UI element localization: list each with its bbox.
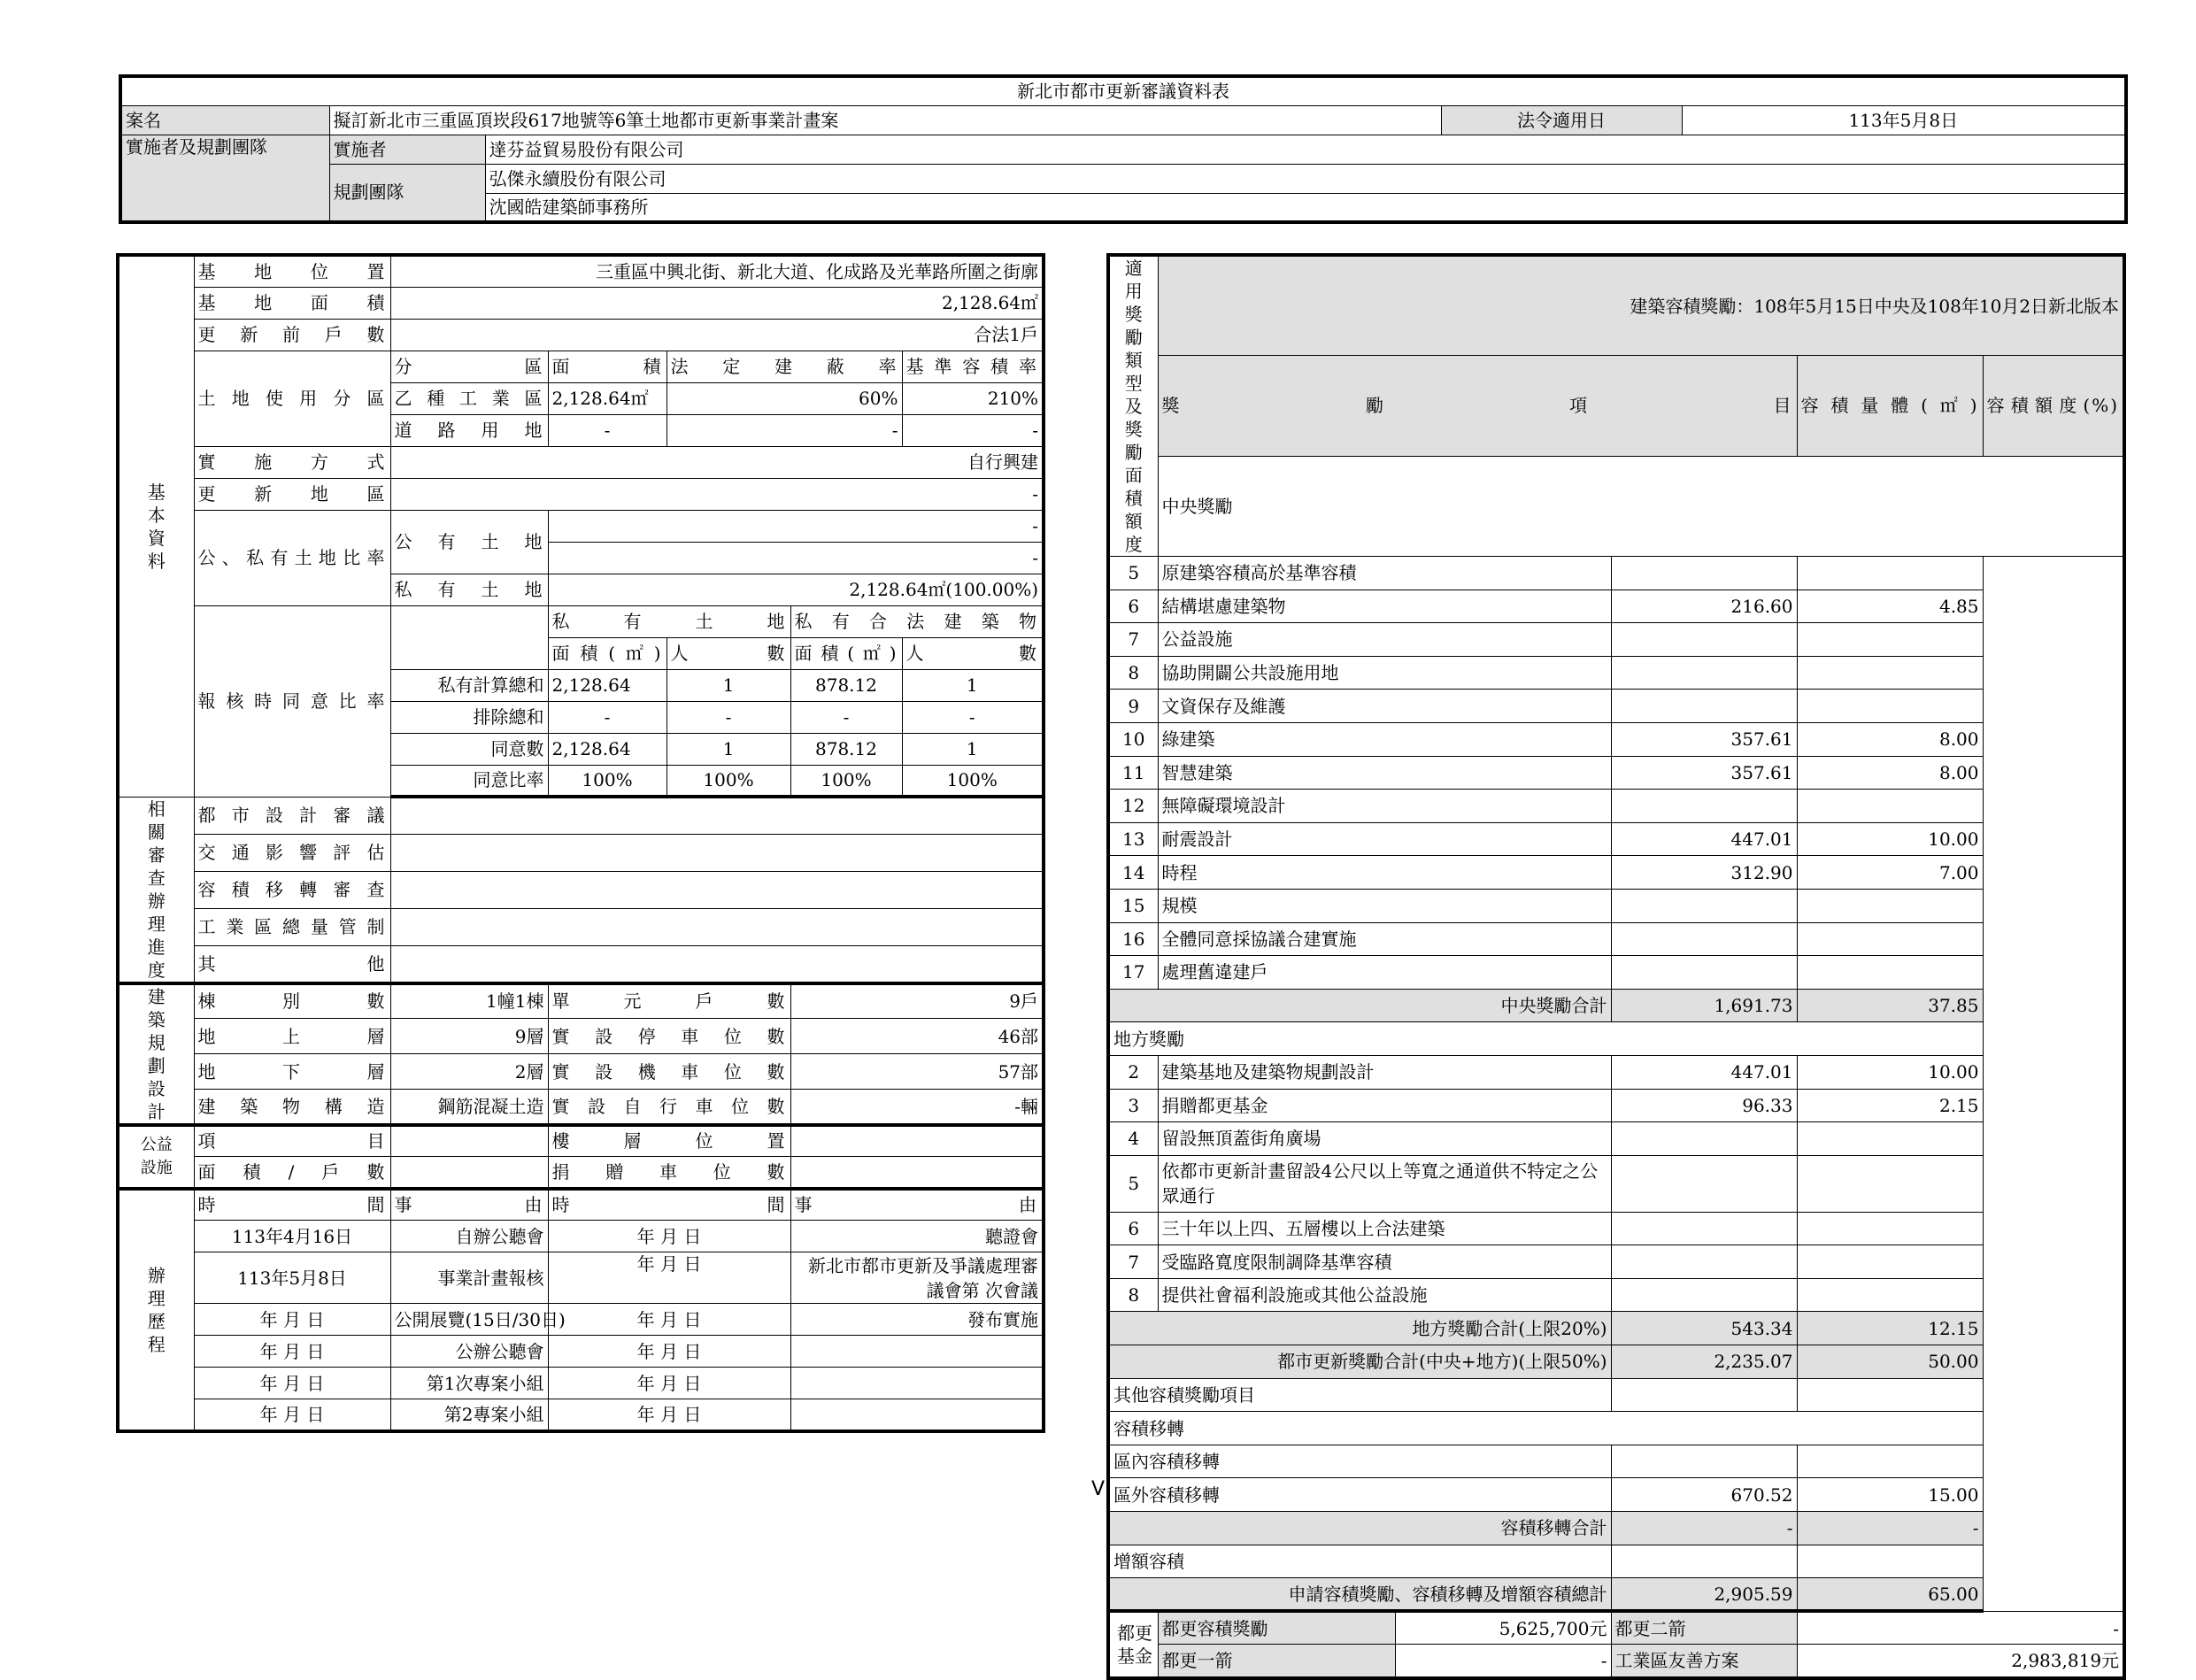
fund-arrow2-label: 都更二箭 xyxy=(1611,1611,1797,1645)
history-event: 第1次專案小組 xyxy=(390,1368,548,1399)
local-total-label: 地方獎勵合計(上限20%) xyxy=(1108,1312,1611,1345)
consent-row-label: 同意數 xyxy=(390,733,548,765)
consent-bldg-people: 1 xyxy=(902,733,1044,765)
history-time-header-2: 時間 xyxy=(548,1189,790,1221)
transfer-total-volume: - xyxy=(1611,1512,1797,1545)
bonus-row-name: 全體同意採協議合建實施 xyxy=(1158,922,1611,956)
bonus-row-pct xyxy=(1797,1122,1983,1156)
history-time: 113年4月16日 xyxy=(194,1221,390,1252)
design-value: 鋼筋混凝土造 xyxy=(390,1090,548,1125)
public-facility-section-label: 公益設施 xyxy=(118,1125,194,1189)
bonus-row-name: 規模 xyxy=(1158,889,1611,922)
bonus-row-pct: 8.00 xyxy=(1797,722,1983,756)
design-label-2: 實設機車位數 xyxy=(548,1054,790,1090)
households: 合法1戶 xyxy=(390,319,1044,351)
design-value-2: -輛 xyxy=(790,1090,1044,1125)
history-event-2 xyxy=(790,1336,1044,1368)
bonus-row-name: 留設無頂蓋街角廣場 xyxy=(1158,1122,1611,1156)
bonus-row xyxy=(1108,822,2124,856)
bonus-row-pct: 7.00 xyxy=(1797,856,1983,890)
consent-land-people: - xyxy=(667,701,790,733)
history-time-2: 年 月 日 xyxy=(548,1252,790,1304)
bonus-row xyxy=(1108,1122,2124,1156)
bonus-row-number: 16 xyxy=(1108,922,1158,956)
bonus-row xyxy=(1108,856,2124,890)
bonus-row xyxy=(1108,623,2124,657)
history-time-2: 年 月 日 xyxy=(548,1399,790,1431)
increase-pct xyxy=(1797,1545,1983,1578)
history-event-header-2: 事由 xyxy=(790,1189,1044,1221)
lu-zone-road: 道路用地 xyxy=(390,414,548,446)
consent-bldg-people: 100% xyxy=(902,765,1044,797)
bonus-row-number: 9 xyxy=(1108,690,1158,723)
grand-total-label: 申請容積獎勵、容積移轉及增額容積總計 xyxy=(1108,1578,1611,1612)
history-time-2: 年 月 日 xyxy=(548,1368,790,1399)
consent-land-area: 2,128.64 xyxy=(548,733,667,765)
bonus-row-number: 12 xyxy=(1108,790,1158,823)
transfer-total-label: 容積移轉合計 xyxy=(1108,1512,1611,1545)
land-use-label: 土地使用分區 xyxy=(194,351,390,446)
bonus-row-volume xyxy=(1611,557,1797,590)
bonus-row xyxy=(1108,590,2124,623)
bonus-row-number: 4 xyxy=(1108,1122,1158,1156)
public-land-label: 公有土地 xyxy=(390,510,548,574)
review-section-label: 相關審查辦理進度 xyxy=(118,797,194,983)
bonus-row-number: 10 xyxy=(1108,722,1158,756)
bonus-row-number: 3 xyxy=(1108,1089,1158,1122)
bonus-row-pct xyxy=(1797,1278,1983,1312)
bonus-row-number: 5 xyxy=(1108,557,1158,590)
bonus-row-pct xyxy=(1797,623,1983,657)
bonus-row-name: 處理舊違建戶 xyxy=(1158,956,1611,990)
history-event: 自辦公聽會 xyxy=(390,1221,548,1252)
pf-item-label: 項目 xyxy=(194,1125,390,1157)
law-date-label: 法令適用日 xyxy=(1441,105,1682,135)
case-name: 擬訂新北市三重區頂崁段617地號等6筆土地都市更新事業計畫案 xyxy=(329,105,1441,135)
bonus-row-volume xyxy=(1611,790,1797,823)
bonus-row-name: 三十年以上四、五層樓以上合法建築 xyxy=(1158,1212,1611,1245)
transfer-out-label: 區外容積移轉 xyxy=(1108,1478,1611,1512)
bonus-row-name: 建築基地及建築物規劃設計 xyxy=(1158,1055,1611,1089)
method-label: 實施方式 xyxy=(194,446,390,478)
design-label-2: 單元戶數 xyxy=(548,983,790,1019)
design-value-2: 57部 xyxy=(790,1054,1044,1090)
team-label: 實施者及規劃團隊 xyxy=(120,135,329,222)
bonus-row-volume xyxy=(1611,1122,1797,1156)
transfer-out-volume: 670.52 xyxy=(1611,1478,1797,1512)
history-time: 年 月 日 xyxy=(194,1399,390,1431)
pf-item-value xyxy=(390,1125,548,1157)
site-area-label: 基地面積 xyxy=(194,287,390,319)
bonus-row-number: 5 xyxy=(1108,1155,1158,1212)
design-value-2: 46部 xyxy=(790,1019,1044,1054)
bonus-row-name: 提供社會福利設施或其他公益設施 xyxy=(1158,1278,1611,1312)
consent-land-people: 1 xyxy=(667,733,790,765)
bonus-row-pct: 8.00 xyxy=(1797,756,1983,790)
right-table xyxy=(1106,253,2126,1680)
bonus-row-volume: 357.61 xyxy=(1611,722,1797,756)
planner-2: 沈國皓建築師事務所 xyxy=(485,193,2126,222)
bonus-row xyxy=(1108,1055,2124,1089)
consent-bldg-people: - xyxy=(902,701,1044,733)
bonus-row-number: 6 xyxy=(1108,1212,1158,1245)
site-location: 三重區中興北街、新北大道、化成路及光華路所圍之街廓 xyxy=(390,255,1044,287)
lu-area-header: 面積 xyxy=(548,351,667,382)
planner-1: 弘傑永續股份有限公司 xyxy=(485,164,2126,193)
increase-label: 增額容積 xyxy=(1108,1545,1611,1578)
bonus-row-volume xyxy=(1611,922,1797,956)
consent-blank xyxy=(390,605,548,669)
design-value: 2層 xyxy=(390,1054,548,1090)
private-land: 2,128.64㎡(100.00%) xyxy=(548,574,1044,605)
history-event-2: 新北市都市更新及爭議處理審議會第 次會議 xyxy=(790,1252,1044,1304)
households-label: 更新前戶數 xyxy=(194,319,390,351)
bonus-row-name: 時程 xyxy=(1158,856,1611,890)
fund-bonus-value: 5,625,700元 xyxy=(1395,1611,1611,1645)
fund-arrow1-value: - xyxy=(1395,1645,1611,1678)
private-land-header: 私有土地 xyxy=(548,605,790,637)
fund-arrow2-value: - xyxy=(1797,1611,2124,1645)
history-event: 公開展覽(15日/30日) xyxy=(390,1304,548,1336)
review-value xyxy=(390,908,1044,945)
bonus-row-number: 6 xyxy=(1108,590,1158,623)
central-total-volume: 1,691.73 xyxy=(1611,989,1797,1022)
design-value: 9層 xyxy=(390,1019,548,1054)
local-label: 地方獎勵 xyxy=(1108,1022,1983,1056)
design-label-2: 實設停車位數 xyxy=(548,1019,790,1054)
bonus-row-pct xyxy=(1797,1212,1983,1245)
bonus-row-volume xyxy=(1611,1245,1797,1279)
consent-row-label: 排除總和 xyxy=(390,701,548,733)
bonus-row-name: 依都市更新計畫留設4公尺以上等寬之通道供不特定之公眾通行 xyxy=(1158,1155,1611,1212)
bonus-row-volume xyxy=(1611,623,1797,657)
central-rows xyxy=(1108,557,2124,990)
bonus-vol-header: 容積量體(㎡) xyxy=(1797,356,1983,457)
design-value-2: 9戶 xyxy=(790,983,1044,1019)
design-label-2: 實設自行車位數 xyxy=(548,1090,790,1125)
bonus-row-number: 17 xyxy=(1108,956,1158,990)
history-time-2: 年 月 日 xyxy=(548,1304,790,1336)
bonus-row-number: 15 xyxy=(1108,889,1158,922)
fund-section-label: 都更基金 xyxy=(1108,1611,1158,1677)
bonus-row-volume: 357.61 xyxy=(1611,756,1797,790)
bonus-row xyxy=(1108,1278,2124,1312)
design-label: 棟別數 xyxy=(194,983,390,1019)
fund-industrial-value: 2,983,819元 xyxy=(1797,1645,2124,1678)
renewal-area: - xyxy=(390,478,1044,510)
grand-total-volume: 2,905.59 xyxy=(1611,1578,1797,1612)
bonus-row-number: 8 xyxy=(1108,1278,1158,1312)
review-item: 工業區總量管制 xyxy=(194,908,390,945)
renewal-total-volume: 2,235.07 xyxy=(1611,1345,1797,1379)
consent-land-people: 100% xyxy=(667,765,790,797)
bonus-row xyxy=(1108,889,2124,922)
bonus-row-pct: 4.85 xyxy=(1797,590,1983,623)
fund-bonus-label: 都更容積獎勵 xyxy=(1158,1611,1395,1645)
history-event: 第2專案小組 xyxy=(390,1399,548,1431)
bonus-title: 建築容積獎勵：108年5月15日中央及108年10月2日新北版本 xyxy=(1158,255,2124,356)
pf-parking-label: 捐贈車位數 xyxy=(548,1157,790,1189)
review-value xyxy=(390,797,1044,834)
bonus-section-label: 適用獎勵類型及獎勵面積額度 xyxy=(1108,255,1158,557)
basic-section-label: 基本資料 xyxy=(118,255,194,797)
bonus-row-number: 13 xyxy=(1108,822,1158,856)
pf-floor-value xyxy=(790,1125,1044,1157)
bonus-row-name: 公益設施 xyxy=(1158,623,1611,657)
land-people-header: 人數 xyxy=(667,637,790,669)
consent-row-label: 同意比率 xyxy=(390,765,548,797)
history-time-2: 年 月 日 xyxy=(548,1221,790,1252)
planner-label: 規劃團隊 xyxy=(329,164,485,222)
central-label: 中央獎勵 xyxy=(1158,456,2124,557)
renewal-total-label: 都市更新獎勵合計(中央+地方)(上限50%) xyxy=(1108,1345,1611,1379)
bldg-area-header: 面積(㎡) xyxy=(790,637,902,669)
consent-label: 報核時同意比率 xyxy=(194,605,390,797)
history-event-2 xyxy=(790,1368,1044,1399)
bonus-row-name: 智慧建築 xyxy=(1158,756,1611,790)
bonus-row-number: 8 xyxy=(1108,656,1158,690)
private-land-label: 私有土地 xyxy=(390,574,548,605)
bonus-row-volume xyxy=(1611,889,1797,922)
fund-arrow1-label: 都更一箭 xyxy=(1158,1645,1395,1678)
bonus-row-pct xyxy=(1797,922,1983,956)
bonus-row-volume xyxy=(1611,690,1797,723)
consent-land-area: - xyxy=(548,701,667,733)
review-item: 容積移轉審查 xyxy=(194,871,390,908)
bonus-row-pct: 2.15 xyxy=(1797,1089,1983,1122)
bonus-row-volume: 312.90 xyxy=(1611,856,1797,890)
site-area: 2,128.64㎡ xyxy=(390,287,1044,319)
form-title: 新北市都市更新審議資料表 xyxy=(120,76,2126,105)
bonus-row-pct xyxy=(1797,656,1983,690)
site-location-label: 基地位置 xyxy=(194,255,390,287)
bonus-row-pct: 10.00 xyxy=(1797,822,1983,856)
fund-industrial-label: 工業區友善方案 xyxy=(1611,1645,1797,1678)
header-table xyxy=(119,74,2128,224)
pf-area-label: 面積/戶數 xyxy=(194,1157,390,1189)
bonus-row-number: 7 xyxy=(1108,1245,1158,1279)
renewal-total-pct: 50.00 xyxy=(1797,1345,1983,1379)
public-land-2: - xyxy=(548,542,1044,574)
bonus-row-volume xyxy=(1611,956,1797,990)
review-value xyxy=(390,945,1044,983)
bonus-row-name: 無障礙環境設計 xyxy=(1158,790,1611,823)
bonus-row-name: 協助開闢公共設施用地 xyxy=(1158,656,1611,690)
bonus-row-name: 原建築容積高於基準容積 xyxy=(1158,557,1611,590)
history-time: 113年5月8日 xyxy=(194,1252,390,1304)
implementer-label: 實施者 xyxy=(329,135,485,164)
bonus-row-name: 耐震設計 xyxy=(1158,822,1611,856)
local-total-pct: 12.15 xyxy=(1797,1312,1983,1345)
central-total-label: 中央獎勵合計 xyxy=(1108,989,1611,1022)
transfer-total-pct: - xyxy=(1797,1512,1983,1545)
bonus-row-name: 捐贈都更基金 xyxy=(1158,1089,1611,1122)
transfer-in-pct xyxy=(1797,1445,1983,1478)
lu-zone: 乙種工業區 xyxy=(390,382,548,414)
grand-total-pct: 65.00 xyxy=(1797,1578,1983,1612)
design-label: 建築物構造 xyxy=(194,1090,390,1125)
history-time: 年 月 日 xyxy=(194,1336,390,1368)
left-table xyxy=(116,253,1045,1433)
lu-far-road: - xyxy=(902,414,1044,446)
bonus-row xyxy=(1108,1155,2124,1212)
consent-bldg-area: 878.12 xyxy=(790,733,902,765)
consent-bldg-area: - xyxy=(790,701,902,733)
other-bonus-pct xyxy=(1797,1378,1983,1412)
public-land-1: - xyxy=(548,510,1044,542)
history-event-header: 事由 xyxy=(390,1189,548,1221)
bonus-row-volume xyxy=(1611,1212,1797,1245)
local-rows xyxy=(1108,1055,2124,1312)
history-time-header: 時間 xyxy=(194,1189,390,1221)
private-building-header: 私有合法建築物 xyxy=(790,605,1044,637)
central-total-pct: 37.85 xyxy=(1797,989,1983,1022)
design-label: 地下層 xyxy=(194,1054,390,1090)
consent-land-area: 2,128.64 xyxy=(548,669,667,701)
history-time-2: 年 月 日 xyxy=(548,1336,790,1368)
lu-area-road: - xyxy=(548,414,667,446)
bonus-row xyxy=(1108,656,2124,690)
bonus-row xyxy=(1108,956,2124,990)
bldg-people-header: 人數 xyxy=(902,637,1044,669)
consent-bldg-people: 1 xyxy=(902,669,1044,701)
bonus-row-pct xyxy=(1797,1155,1983,1212)
bonus-row xyxy=(1108,1089,2124,1122)
lu-far-header: 基準容積率 xyxy=(902,351,1044,382)
consent-row-label: 私有計算總和 xyxy=(390,669,548,701)
law-date: 113年5月8日 xyxy=(1682,105,2126,135)
lu-bcr-header: 法定建蔽率 xyxy=(667,351,902,382)
pf-floor-label: 樓層位置 xyxy=(548,1125,790,1157)
bonus-row xyxy=(1108,1245,2124,1279)
review-item: 其他 xyxy=(194,945,390,983)
bonus-pct-header: 容積額度(%) xyxy=(1983,356,2124,457)
bonus-row-number: 7 xyxy=(1108,623,1158,657)
review-value xyxy=(390,871,1044,908)
bonus-row-volume: 216.60 xyxy=(1611,590,1797,623)
pf-parking-value xyxy=(790,1157,1044,1189)
bonus-row-pct xyxy=(1797,1245,1983,1279)
lu-bcr: 60% xyxy=(667,382,902,414)
bonus-row xyxy=(1108,790,2124,823)
design-label: 地上層 xyxy=(194,1019,390,1054)
history-time: 年 月 日 xyxy=(194,1368,390,1399)
bonus-row-pct xyxy=(1797,557,1983,590)
bonus-row-volume: 96.33 xyxy=(1611,1089,1797,1122)
method: 自行興建 xyxy=(390,446,1044,478)
review-item: 都市設計審議 xyxy=(194,797,390,834)
pf-area-value xyxy=(390,1157,548,1189)
transfer-out-pct: 15.00 xyxy=(1797,1478,1983,1512)
land-area-header: 面積(㎡) xyxy=(548,637,667,669)
increase-volume xyxy=(1611,1545,1797,1578)
other-bonus-label: 其他容積獎勵項目 xyxy=(1108,1378,1611,1412)
review-value xyxy=(390,834,1044,871)
bonus-row-volume xyxy=(1611,1155,1797,1212)
bonus-row-volume: 447.01 xyxy=(1611,822,1797,856)
consent-bldg-area: 878.12 xyxy=(790,669,902,701)
bonus-row-pct xyxy=(1797,956,1983,990)
consent-land-area: 100% xyxy=(548,765,667,797)
bonus-row-volume: 447.01 xyxy=(1611,1055,1797,1089)
case-name-label: 案名 xyxy=(120,105,329,135)
lu-zone-header: 分區 xyxy=(390,351,548,382)
transfer-in-volume xyxy=(1611,1445,1797,1478)
bonus-item-header: 獎勵項目 xyxy=(1158,356,1797,457)
bonus-row xyxy=(1108,756,2124,790)
lu-bcr-road: - xyxy=(667,414,902,446)
bonus-row xyxy=(1108,1212,2124,1245)
lu-far: 210% xyxy=(902,382,1044,414)
design-section-label: 建築規劃設計 xyxy=(118,983,194,1125)
bonus-row-pct xyxy=(1797,690,1983,723)
bonus-row xyxy=(1108,690,2124,723)
history-event-2 xyxy=(790,1399,1044,1431)
bonus-row-name: 受臨路寬度限制調降基準容積 xyxy=(1158,1245,1611,1279)
land-ratio-label: 公、私有土地比率 xyxy=(194,510,390,605)
history-event: 事業計畫報核 xyxy=(390,1252,548,1304)
review-item: 交通影響評估 xyxy=(194,834,390,871)
lu-area: 2,128.64㎡ xyxy=(548,382,667,414)
transfer-in-label: 區內容積移轉 xyxy=(1108,1445,1611,1478)
consent-land-people: 1 xyxy=(667,669,790,701)
transfer-label: 容積移轉 xyxy=(1108,1412,1983,1445)
bonus-row-pct xyxy=(1797,790,1983,823)
bonus-row-number: 14 xyxy=(1108,856,1158,890)
history-event-2: 聽證會 xyxy=(790,1221,1044,1252)
history-time: 年 月 日 xyxy=(194,1304,390,1336)
design-value: 1幢1棟 xyxy=(390,983,548,1019)
other-bonus-volume xyxy=(1611,1378,1797,1412)
bonus-row-name: 綠建築 xyxy=(1158,722,1611,756)
bonus-row-pct xyxy=(1797,889,1983,922)
bonus-row-number: 2 xyxy=(1108,1055,1158,1089)
page-number: V xyxy=(1091,1478,1106,1500)
bonus-row-volume xyxy=(1611,1278,1797,1312)
local-total-volume: 543.34 xyxy=(1611,1312,1797,1345)
bonus-row-volume xyxy=(1611,656,1797,690)
bonus-row xyxy=(1108,722,2124,756)
consent-bldg-area: 100% xyxy=(790,765,902,797)
history-section-label: 辦理歷程 xyxy=(118,1189,194,1431)
implementer: 達芬益貿易股份有限公司 xyxy=(485,135,2126,164)
bonus-row-name: 結構堪慮建築物 xyxy=(1158,590,1611,623)
bonus-row-pct: 10.00 xyxy=(1797,1055,1983,1089)
history-event-2: 發布實施 xyxy=(790,1304,1044,1336)
bonus-row-number: 11 xyxy=(1108,756,1158,790)
bonus-row-name: 文資保存及維護 xyxy=(1158,690,1611,723)
renewal-area-label: 更新地區 xyxy=(194,478,390,510)
bonus-row xyxy=(1108,922,2124,956)
bonus-row xyxy=(1108,557,2124,590)
history-event: 公辦公聽會 xyxy=(390,1336,548,1368)
